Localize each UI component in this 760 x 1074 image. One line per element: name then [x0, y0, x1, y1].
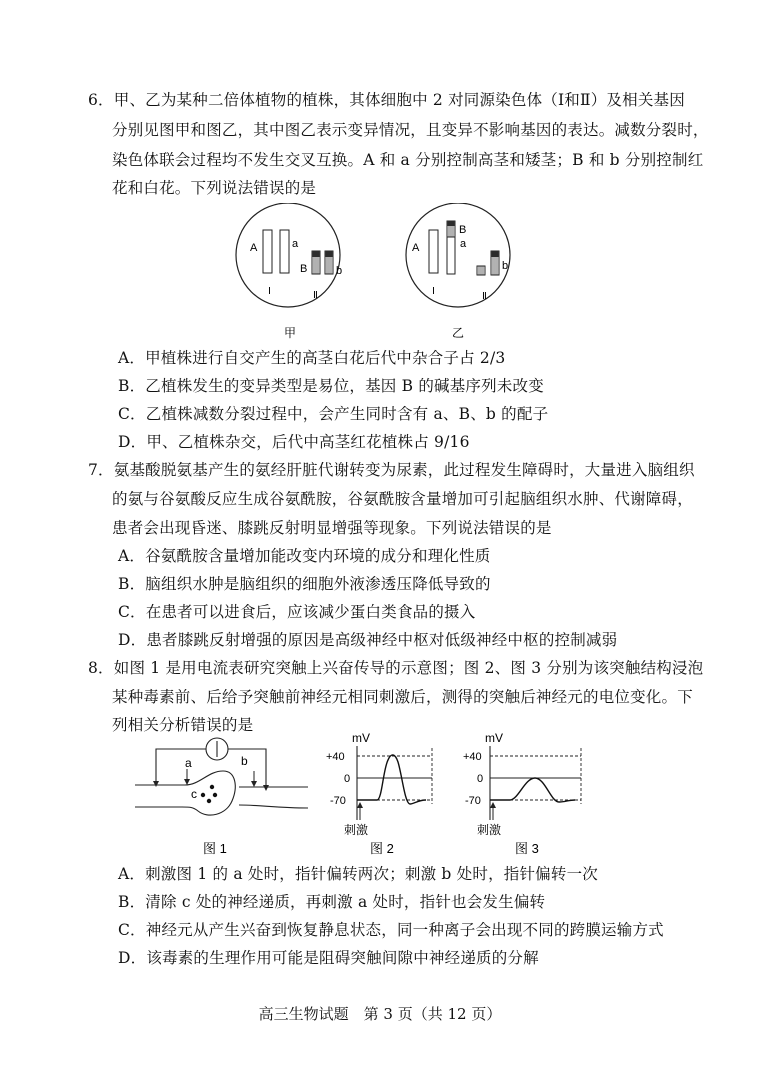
q8-line-1: 8．如图 1 是用电流表研究突触上兴奋传导的示意图；图 2、图 3 分别为该突触结构浸泡 [88, 659, 704, 677]
stim-label: 刺激 [477, 823, 502, 837]
q6-line-1: 6．甲、乙为某种二倍体植物的植株，其体细胞中 2 对同源染色体（Ⅰ和Ⅱ）及相关基因 [88, 91, 685, 109]
label-I: Ⅰ [268, 286, 271, 297]
q8-option-c: C．神经元从产生兴奋到恢复静息状态，同一种离子会出现不同的跨膜运输方式 [118, 921, 664, 939]
q6-line-2: 分别见图甲和图乙，其中图乙表示变异情况，且变异不影响基因的表达。减数分裂时， [112, 121, 709, 139]
q6-option-b: B．乙植株发生的变异类型是易位，基因 B 的碱基序列未改变 [118, 377, 544, 395]
tick-plus40: +40 [326, 751, 345, 763]
gene-label-b: b [336, 265, 343, 277]
figure-1 [130, 735, 310, 860]
figure-2 [322, 730, 438, 860]
tick-minus70: -70 [465, 795, 481, 807]
gene-label-B: B [300, 263, 308, 275]
q6-option-c: C．乙植株减数分裂过程中，会产生同时含有 a、B、b 的配子 [118, 405, 549, 423]
figure-jia [232, 203, 344, 343]
gene-label-A: A [250, 242, 258, 254]
gene-label-B: B [459, 224, 467, 236]
caption-fig1: 图 1 [203, 841, 227, 856]
q6-option-a: A．甲植株进行自交产生的高茎白花后代中杂合子占 2/3 [118, 349, 506, 367]
chromosome-I-right [280, 230, 289, 273]
tick-minus70: -70 [330, 795, 346, 807]
label-a: a [185, 756, 192, 770]
label-I: Ⅰ [432, 286, 435, 297]
potential-curve [357, 755, 426, 804]
axis-unit: mV [485, 731, 503, 745]
q7-option-d: D．患者膝跳反射增强的原因是高级神经中枢对低级神经中枢的控制减弱 [118, 631, 618, 649]
caption-fig2: 图 2 [370, 841, 394, 856]
q6-line-3: 染色体联会过程均不发生交叉互换。A 和 a 分别控制高茎和矮茎；B 和 b 分别控制红 [112, 151, 704, 169]
caption-fig3: 图 3 [515, 841, 539, 856]
label-II: Ⅱ [313, 290, 318, 301]
caption-jia: 甲 [284, 326, 297, 340]
q8-option-b: B．清除 c 处的神经递质，再刺激 a 处时，指针也会发生偏转 [118, 893, 546, 911]
label-II: Ⅱ [482, 291, 487, 302]
axis-unit: mV [352, 731, 370, 745]
tick-zero: 0 [477, 773, 484, 785]
q6-option-d: D．甲、乙植株杂交，后代中高茎红花植株占 9/16 [118, 433, 470, 451]
gene-label-a: a [460, 238, 467, 250]
caption-yi: 乙 [452, 326, 465, 340]
q7-line-1: 7．氨基酸脱氨基产生的氨经肝脏代谢转变为尿素，此过程发生障碍时，大量进入脑组织 [88, 461, 695, 479]
label-b: b [241, 754, 248, 768]
q7-line-3: 患者会出现昏迷、膝跳反射明显增强等现象。下列说法错误的是 [112, 519, 552, 537]
q7-option-a: A．谷氨酰胺含量增加能改变内环境的成分和理化性质 [118, 547, 491, 565]
figure-yi [402, 203, 514, 343]
tick-plus40: +40 [463, 751, 482, 763]
figure-3 [463, 730, 587, 860]
q8-option-a: A．刺激图 1 的 a 处时，指针偏转两次；刺激 b 处时，指针偏转一次 [118, 865, 598, 883]
gene-label-A: A [412, 242, 420, 254]
q7-line-2: 的氨与谷氨酸反应生成谷氨酰胺，谷氨酰胺含量增加可引起脑组织水肿、代谢障碍， [112, 490, 693, 508]
tick-zero: 0 [344, 773, 351, 785]
gene-label-a: a [292, 238, 299, 250]
q6-line-4: 花和白花。下列说法错误的是 [112, 179, 317, 197]
q8-line-2: 某种毒素前、后给予突触前神经元相同刺激后，测得的突触后神经元的电位变化。下 [112, 688, 693, 706]
q7-option-c: C．在患者可以进食后，应该减少蛋白类食品的摄入 [118, 603, 476, 621]
q8-option-d: D．该毒素的生理作用可能是阻碍突触间隙中神经递质的分解 [118, 949, 539, 967]
chromosome-I-left [263, 230, 272, 273]
label-c: c [191, 787, 197, 801]
q8-line-3: 列相关分析错误的是 [112, 716, 254, 734]
potential-curve [490, 778, 575, 802]
stim-label: 刺激 [344, 823, 369, 837]
q7-option-b: B．脑组织水肿是脑组织的细胞外液渗透压降低导致的 [118, 575, 491, 593]
page-footer: 高三生物试题 第 3 页（共 12 页） [258, 1005, 502, 1023]
gene-label-b: b [502, 260, 509, 272]
